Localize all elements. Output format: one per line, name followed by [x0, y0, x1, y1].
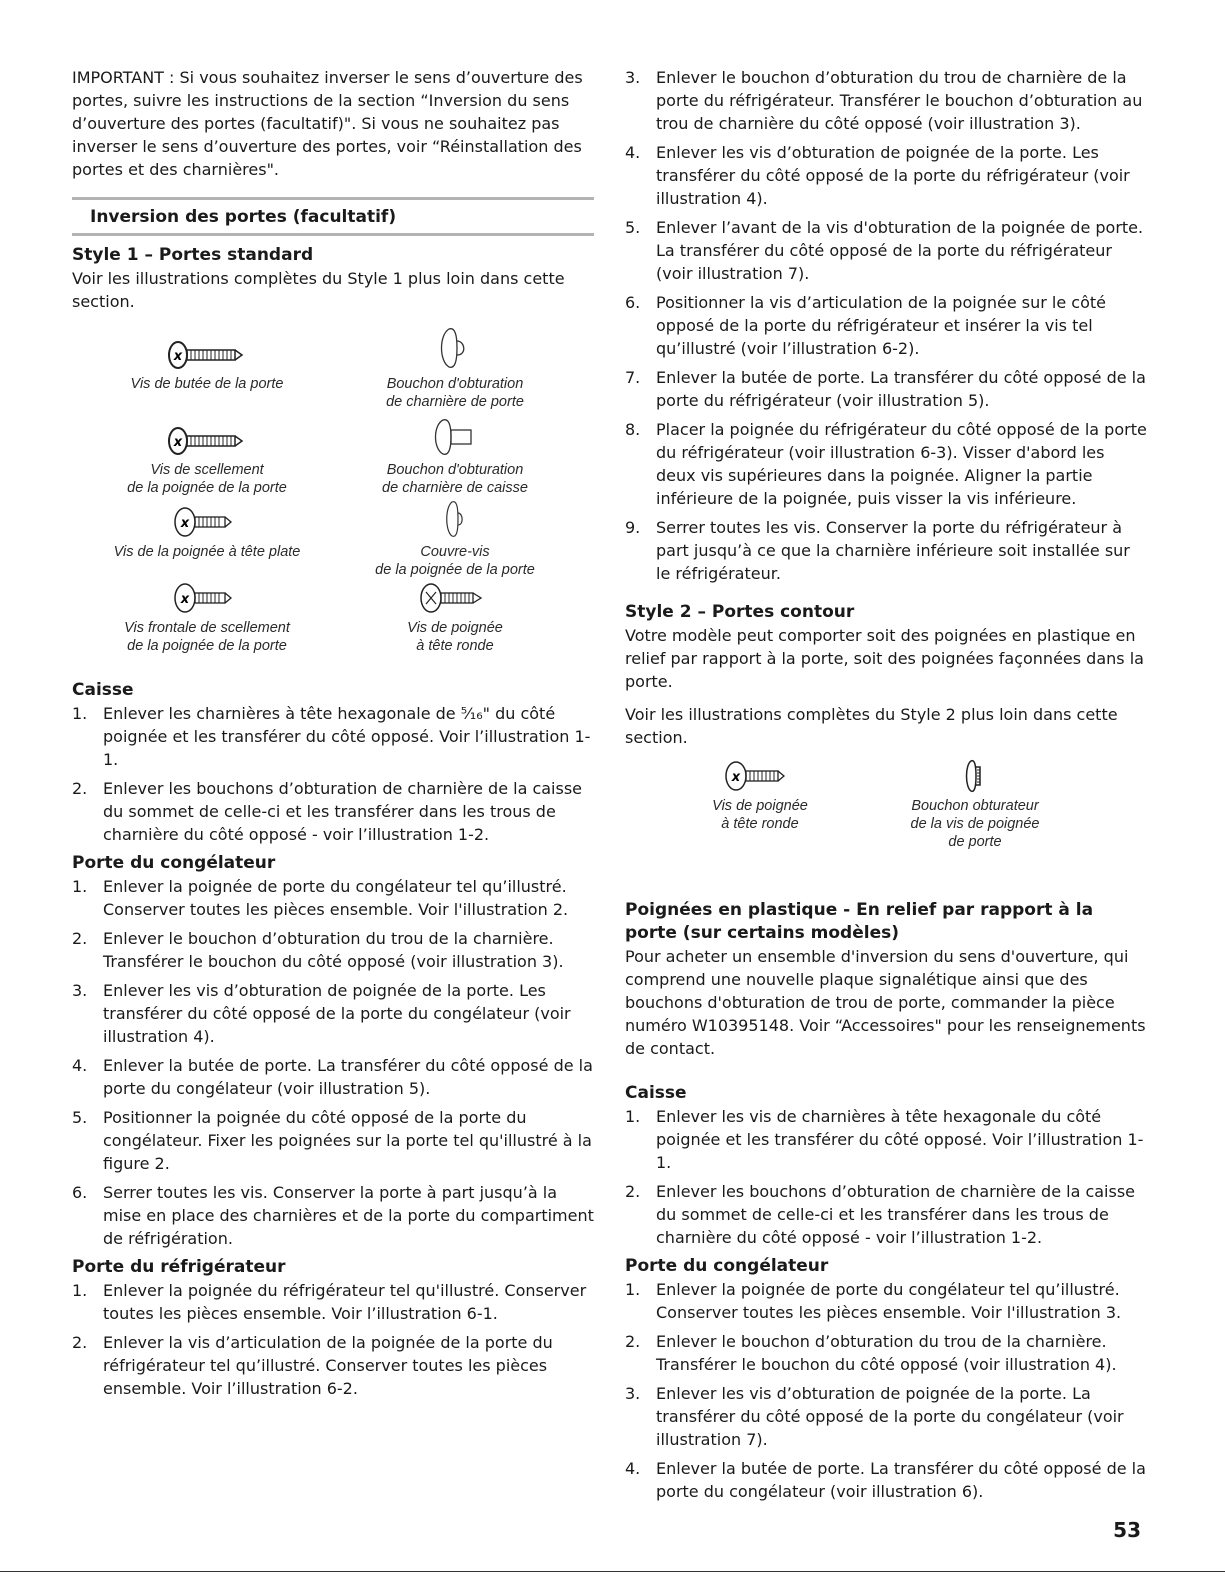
part-label: Bouchon obturateur de la vis de poignée de porte — [910, 798, 1040, 850]
list-item: 4. Enlever les vis d’obturation de poignée de la porte. Les transférer du côté opposé de la porte du réfrigérateur (voir illustration 4). — [625, 143, 1130, 208]
plug-icon — [960, 759, 990, 793]
part-label: Vis de poignée à tête ronde — [407, 620, 503, 654]
svg-text:x: x — [173, 435, 183, 450]
part-cabinet-hinge-plug — [340, 417, 570, 497]
style2-text-2: Voir les illustrations complètes du Style 2 plus loin dans cette section. — [625, 705, 1118, 747]
plastic-handles-title: Poignées en plastique - En relief par rapport à la porte (sur certains modèles) — [625, 900, 1094, 943]
intro-paragraph: IMPORTANT : Si vous souhaitez inverser le sens d’ouverture des portes, suivre les instructions de la section “Inversion du sens d’ouverture des portes (facultatif)". Si vous ne souhaitez pas inverser le sens d’ouverture des portes, voir “Réinstallation des portes et des charnières". — [72, 68, 583, 179]
part-handle-screw-cover — [340, 499, 570, 579]
cover-icon — [440, 499, 470, 539]
plug-icon — [415, 417, 495, 457]
page-number: 53 — [1113, 1518, 1141, 1542]
part-label: Vis de butée de la porte — [130, 376, 284, 392]
part-label: Vis frontale de scellement de la poignée de la porte — [124, 620, 290, 654]
fridge-steps-continued — [625, 66, 1147, 585]
screw-icon — [162, 339, 252, 371]
list-item: 6. Serrer toutes les vis. Conserver la porte à part jusqu’à la mise en place des charnières et de la porte du compartiment de réfrigération. — [72, 1183, 594, 1248]
list-item: 5. Positionner la poignée du côté opposé de la porte du congélateur. Fixer les poignées sur la porte tel qu'illustré à la figure 2. — [72, 1108, 592, 1173]
fridge-steps — [72, 1279, 594, 1400]
part-label: Bouchon d'obturation de charnière de caisse — [382, 462, 528, 496]
list-item: 2. Enlever les bouchons d’obturation de charnière de la caisse du sommet de celle-ci et les transférer dans les trous de charnière du côté opposé - voir l’illustration 1-2. — [72, 779, 583, 844]
freezer-title: Porte du congélateur — [625, 1256, 829, 1276]
fridge-title: Porte du réfrigérateur — [72, 1257, 286, 1277]
part-label: Couvre-vis de la poignée de la porte — [375, 544, 535, 578]
list-item: 4. Enlever la butée de porte. La transférer du côté opposé de la porte du congélateur (voir illustration 5). — [72, 1056, 593, 1098]
part-door-hinge-plug — [340, 325, 570, 411]
part-round-head-handle-screw — [670, 759, 850, 833]
part-label: Bouchon d'obturation de charnière de porte — [386, 376, 524, 410]
part-label: Vis de la poignée à tête plate — [113, 544, 301, 560]
part-label: Vis de scellement de la poignée de la porte — [127, 462, 287, 496]
freezer-steps — [72, 875, 594, 1250]
list-item: 7. Enlever la butée de porte. La transférer du côté opposé de la porte du réfrigérateur (voir illustration 5). — [625, 368, 1146, 410]
freezer-steps — [625, 1278, 1147, 1503]
screw-icon — [415, 581, 495, 615]
list-item: 8. Placer la poignée du réfrigérateur du côté opposé de la porte du réfrigérateur (voir illustration 6-3). Visser d'abord les deux vis supérieures dans la poignée. Aligner la partie inférieure de la poignée, puis visser la vis inférieure. — [625, 420, 1147, 508]
list-item: 3. Enlever les vis d’obturation de poignée de la porte. La transférer du côté opposé de la porte du congélateur (voir illustration 7). — [625, 1384, 1124, 1449]
list-item: 2. Enlever les bouchons d’obturation de charnière de la caisse du sommet de celle-ci et les transférer dans les trous de charnière du côté opposé - voir l’illustration 1-2. — [625, 1182, 1136, 1247]
svg-text:x: x — [180, 516, 190, 531]
part-door-stop-screw — [92, 339, 322, 393]
list-item: 5. Enlever l’avant de la vis d'obturation de la poignée de porte. La transférer du côté opposé de la porte du réfrigérateur (voir illustration 7). — [625, 218, 1144, 283]
screw-icon — [167, 581, 247, 615]
list-item: 6. Positionner la vis d’articulation de la poignée sur le côté opposé de la porte du réfrigérateur et insérer la vis tel qu’illustré (voir l’illustration 6-2). — [625, 293, 1106, 358]
freezer-title: Porte du congélateur — [72, 853, 276, 873]
list-item: 4. Enlever la butée de porte. La transférer du côté opposé de la porte du congélateur (voir illustration 6). — [625, 1459, 1146, 1501]
list-item: 2. Enlever la vis d’articulation de la poignée de la porte du réfrigérateur tel qu’illustré. Conserver toutes les pièces ensemble. Voir l’illustration 6-2. — [72, 1333, 553, 1398]
caisse-steps — [625, 1105, 1147, 1249]
part-handle-screw-plug — [885, 759, 1065, 851]
list-item: 2. Enlever le bouchon d’obturation du trou de la charnière. Transférer le bouchon du côté opposé (voir illustration 4). — [625, 1332, 1117, 1374]
list-item: 3. Enlever les vis d’obturation de poignée de la porte. Les transférer du côté opposé de la porte du congélateur (voir illustration 4). — [72, 981, 571, 1046]
screw-icon — [167, 505, 247, 539]
svg-text:x: x — [180, 592, 190, 607]
part-handle-sealing-screw — [92, 425, 322, 497]
plastic-handles-text: Pour acheter un ensemble d'inversion du sens d'ouverture, qui comprend une nouvelle plaque signalétique ainsi que des bouchons d'obturation de trou de porte, commander la pièce numéro W10395148. Voir “Accessoires" pour les renseignements de contact. — [625, 947, 1146, 1058]
list-item: 1. Enlever la poignée de porte du congélateur tel qu’illustré. Conserver toutes les pièces ensemble. Voir l'illustration 3. — [625, 1280, 1122, 1322]
svg-text:x: x — [173, 349, 183, 364]
screw-icon — [162, 425, 252, 457]
caisse-title: Caisse — [72, 680, 134, 700]
caisse-steps — [72, 702, 594, 846]
right-column — [625, 66, 1147, 1509]
list-item: 1. Enlever la poignée du réfrigérateur tel qu'illustré. Conserver toutes les pièces ensemble. Voir l’illustration 6-1. — [72, 1281, 587, 1323]
style1-text: Voir les illustrations complètes du Style 1 plus loin dans cette section. — [72, 269, 565, 311]
left-column — [72, 66, 594, 1406]
list-item: 9. Serrer toutes les vis. Conserver la porte du réfrigérateur à part jusqu’à ce que la charnière inférieure soit installée sur le réfrigérateur. — [625, 518, 1130, 583]
caisse-title: Caisse — [625, 1083, 687, 1103]
part-round-head-handle-screw — [340, 581, 570, 655]
svg-text:x: x — [731, 770, 741, 785]
style2-text-1: Votre modèle peut comporter soit des poignées en plastique en relief par rapport à la porte, soit des poignées façonnées dans la porte. — [625, 626, 1144, 691]
bottom-divider — [0, 1571, 1225, 1572]
style2-title: Style 2 – Portes contour — [625, 602, 855, 622]
plug-icon — [435, 325, 475, 371]
screw-icon — [720, 759, 800, 793]
style1-parts-figure — [72, 325, 594, 673]
part-label: Vis de poignée à tête ronde — [712, 798, 808, 832]
style2-parts-figure — [625, 759, 1147, 879]
list-item: 3. Enlever le bouchon d’obturation du trou de charnière de la porte du réfrigérateur. Transférer le bouchon d’obturation au trou de charnière du côté opposé (voir illustration 3). — [625, 68, 1143, 133]
part-front-sealing-screw — [92, 581, 322, 655]
part-flat-head-handle-screw — [92, 505, 322, 561]
list-item: 2. Enlever le bouchon d’obturation du trou de la charnière. Transférer le bouchon du côté opposé (voir illustration 3). — [72, 929, 564, 971]
list-item: 1. Enlever les vis de charnières à tête hexagonale du côté poignée et les transférer du côté opposé. Voir l’illustration 1-1. — [625, 1107, 1144, 1172]
list-item: 1. Enlever la poignée de porte du congélateur tel qu’illustré. Conserver toutes les pièces ensemble. Voir l'illustration 2. — [72, 877, 569, 919]
section-title: Inversion des portes (facultatif) — [72, 197, 594, 236]
list-item: 1. Enlever les charnières à tête hexagonale de ⁵⁄₁₆" du côté poignée et les transférer du côté opposé. Voir l’illustration 1-1. — [72, 704, 591, 769]
style1-title: Style 1 – Portes standard — [72, 245, 314, 265]
